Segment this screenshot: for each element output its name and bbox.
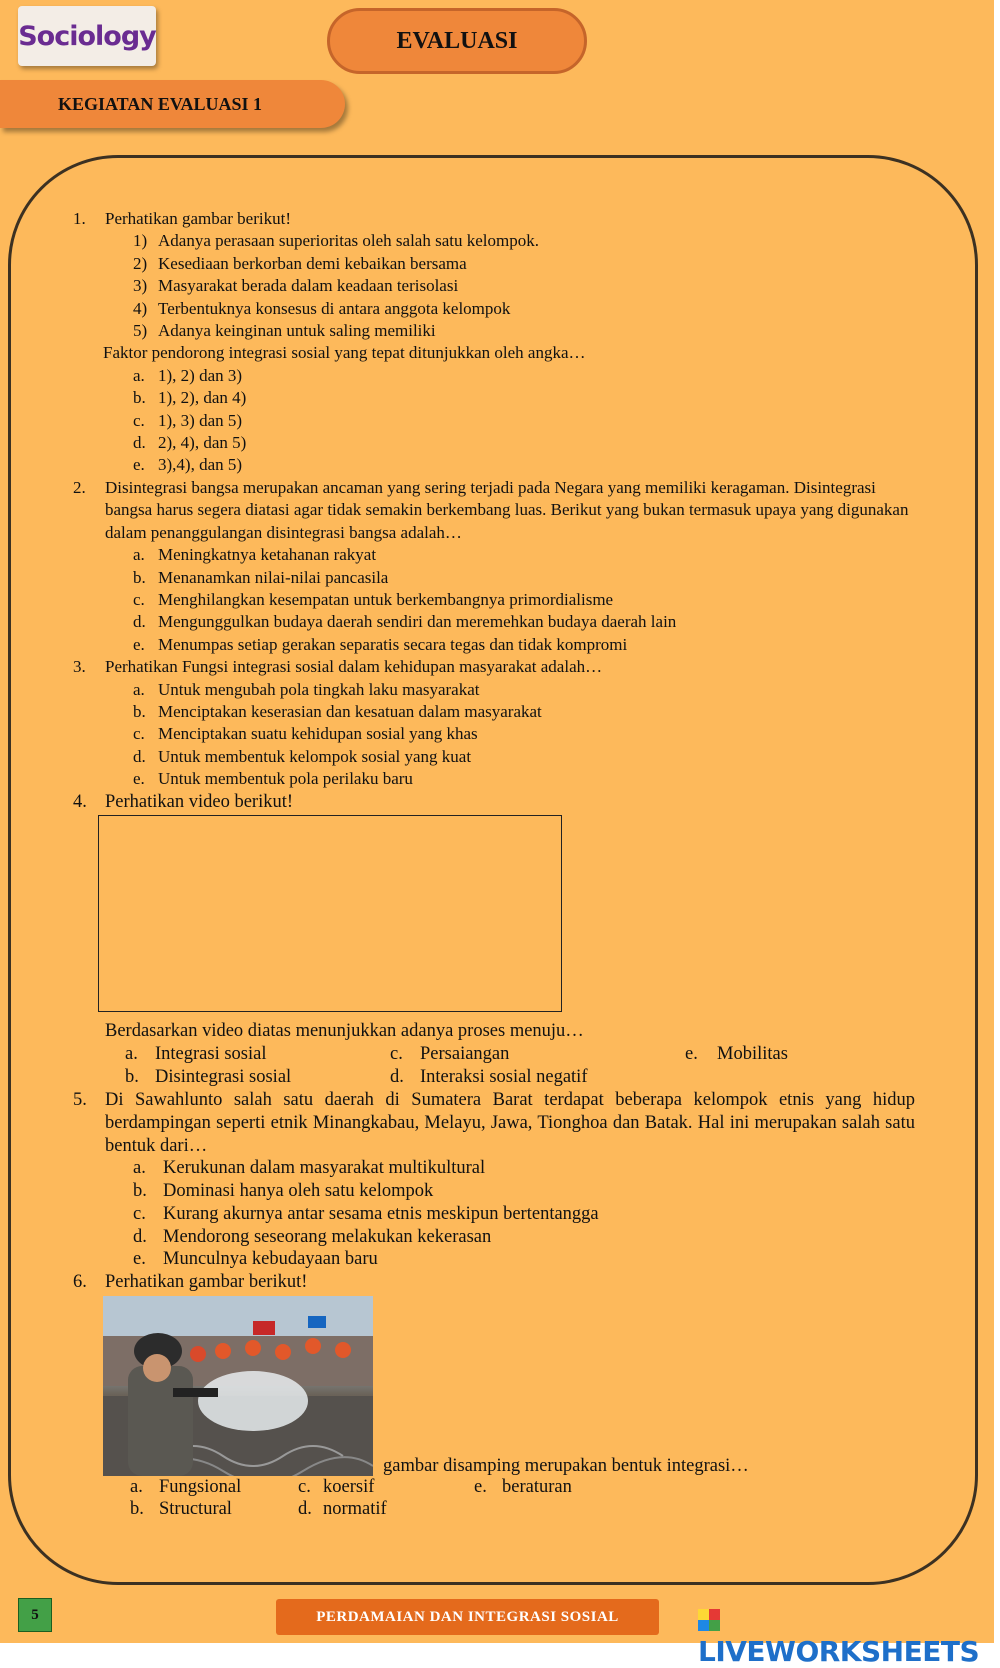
answer-option[interactable]: a. Meningkatnya ketahanan rakyat	[133, 545, 377, 565]
answer-option[interactable]: c. Menciptakan suatu kehidupan sosial yang khas	[133, 724, 478, 744]
liveworksheets-logo-icon	[698, 1609, 720, 1631]
question-stem: Perhatikan gambar berikut!	[105, 209, 291, 228]
question-number: 2.	[73, 477, 86, 497]
answer-option[interactable]: d. Untuk membentuk kelompok sosial yang kuat	[133, 746, 472, 766]
question-5	[73, 1089, 915, 1157]
answer-option[interactable]: a. Integrasi sosial	[125, 1043, 267, 1064]
question-number: 1.	[73, 209, 86, 228]
question-stem: Disintegrasi bangsa merupakan ancaman yang sering terjadi pada Negara yang memiliki keragaman. Disintegrasi bangsa harus segera diatasi agar tidak semakin berkembang luas. Berikut yang bukan termasuk upaya yang digunakan dalam penanggulangan disintegrasi bangsa adalah…	[105, 477, 909, 542]
video-embed-placeholder[interactable]	[98, 815, 562, 1012]
logo-text: Sociology	[18, 20, 156, 52]
liveworksheets-brand[interactable]	[698, 1602, 1000, 1668]
question-4	[73, 791, 915, 814]
statement-item: 5) Adanya keinginan untuk saling memiliki	[133, 321, 436, 341]
answer-option[interactable]: b. Disintegrasi sosial	[125, 1066, 292, 1087]
answer-option[interactable]: c. 1), 3) dan 5)	[133, 410, 243, 430]
brand-text: LIVEWORKSHEETS	[698, 1635, 980, 1668]
answer-option[interactable]: b. Menanamkan nilai-nilai pancasila	[133, 567, 389, 587]
question-number: 3.	[73, 657, 86, 677]
question-number: 5.	[73, 1090, 87, 1111]
options-grid	[73, 1043, 915, 1088]
answer-option[interactable]: b. Structural	[130, 1499, 232, 1520]
statement-item: 3) Masyarakat berada dalam keadaan terisolasi	[133, 276, 459, 296]
answer-option[interactable]: b. Dominasi hanya oleh satu kelompok	[133, 1181, 434, 1202]
answer-option[interactable]: d. Mengunggulkan budaya daerah sendiri dan meremehkan budaya daerah lain	[133, 612, 677, 632]
answer-option[interactable]: e. 3),4), dan 5)	[133, 455, 243, 475]
protest-photo-illustration	[103, 1296, 373, 1476]
question-stem: Di Sawahlunto salah satu daerah di Sumatera Barat terdapat beberapa kelompok etnis yang hidup berdampingan seperti etnik Minangkabau, Melayu, Jawa, Tionghoa dan Batak. Hal ini merupakan salah satu bentuk dari…	[105, 1090, 915, 1156]
question-prompt: Berdasarkan video diatas menunjukkan adanya proses menuju…	[105, 1021, 584, 1042]
question-prompt: Faktor pendorong integrasi sosial yang tepat ditunjukkan oleh angka…	[103, 343, 586, 363]
answer-option[interactable]: e. beraturan	[474, 1476, 572, 1497]
answer-option[interactable]: a. Untuk mengubah pola tingkah laku masyarakat	[133, 679, 480, 699]
chapter-footer: PERDAMAIAN DAN INTEGRASI SOSIAL	[276, 1599, 659, 1635]
page-title: EVALUASI	[327, 8, 587, 74]
answer-option[interactable]: e. Munculnya kebudayaan baru	[133, 1249, 378, 1270]
answer-option[interactable]: c. Persaiangan	[390, 1043, 510, 1064]
statement-item: 2) Kesediaan berkorban demi kebaikan bersama	[133, 253, 467, 273]
answer-option[interactable]: b. Menciptakan keserasian dan kesatuan dalam masyarakat	[133, 701, 542, 721]
protest-photo	[103, 1296, 373, 1476]
answer-option[interactable]: a. Kerukunan dalam masyarakat multikultural	[133, 1158, 486, 1179]
page-number-badge: 5	[18, 1598, 52, 1632]
answer-option[interactable]: a. 1), 2) dan 3)	[133, 365, 243, 385]
section-subtitle: KEGIATAN EVALUASI 1	[0, 80, 345, 128]
question-stem: Perhatikan Fungsi integrasi sosial dalam kehidupan masyarakat adalah…	[105, 657, 603, 677]
answer-option[interactable]: b. 1), 2), dan 4)	[133, 388, 247, 408]
answer-option[interactable]: c. Kurang akurnya antar sesama etnis meskipun bertentangga	[133, 1203, 599, 1224]
answer-option[interactable]: e. Menumpas setiap gerakan separatis secara tegas dan tidak kompromi	[133, 634, 628, 654]
question-2	[73, 477, 915, 544]
question-stem: Perhatikan video berikut!	[105, 791, 294, 812]
question-6	[73, 1271, 915, 1294]
answer-option[interactable]: e. Untuk membentuk pola perilaku baru	[133, 769, 413, 789]
question-3	[73, 656, 915, 678]
answer-option[interactable]: a. Fungsional	[130, 1476, 242, 1497]
question-number: 4.	[73, 791, 87, 812]
question-list	[73, 208, 915, 1521]
statement-item: 1) Adanya perasaan superioritas oleh salah satu kelompok.	[133, 231, 539, 251]
answer-option[interactable]: e. Mobilitas	[685, 1043, 788, 1064]
question-number: 6.	[73, 1272, 87, 1292]
answer-option[interactable]: c. Menghilangkan kesempatan untuk berkembangnya primordialisme	[133, 589, 614, 609]
sociology-logo	[18, 6, 156, 66]
question-prompt: gambar disamping merupakan bentuk integrasi…	[383, 1456, 749, 1476]
answer-option[interactable]: d. normatif	[298, 1499, 387, 1520]
answer-option[interactable]: c. koersif	[298, 1476, 375, 1497]
answer-option[interactable]: d. 2), 4), dan 5)	[133, 433, 247, 453]
answer-option[interactable]: d. Interaksi sosial negatif	[390, 1066, 588, 1087]
question-1	[73, 208, 915, 230]
statement-item: 4) Terbentuknya konsesus di antara anggota kelompok	[133, 298, 511, 318]
options-grid	[73, 1476, 915, 1521]
question-stem: Perhatikan gambar berikut!	[105, 1272, 308, 1292]
answer-option[interactable]: d. Mendorong seseorang melakukan kekerasan	[133, 1226, 492, 1247]
